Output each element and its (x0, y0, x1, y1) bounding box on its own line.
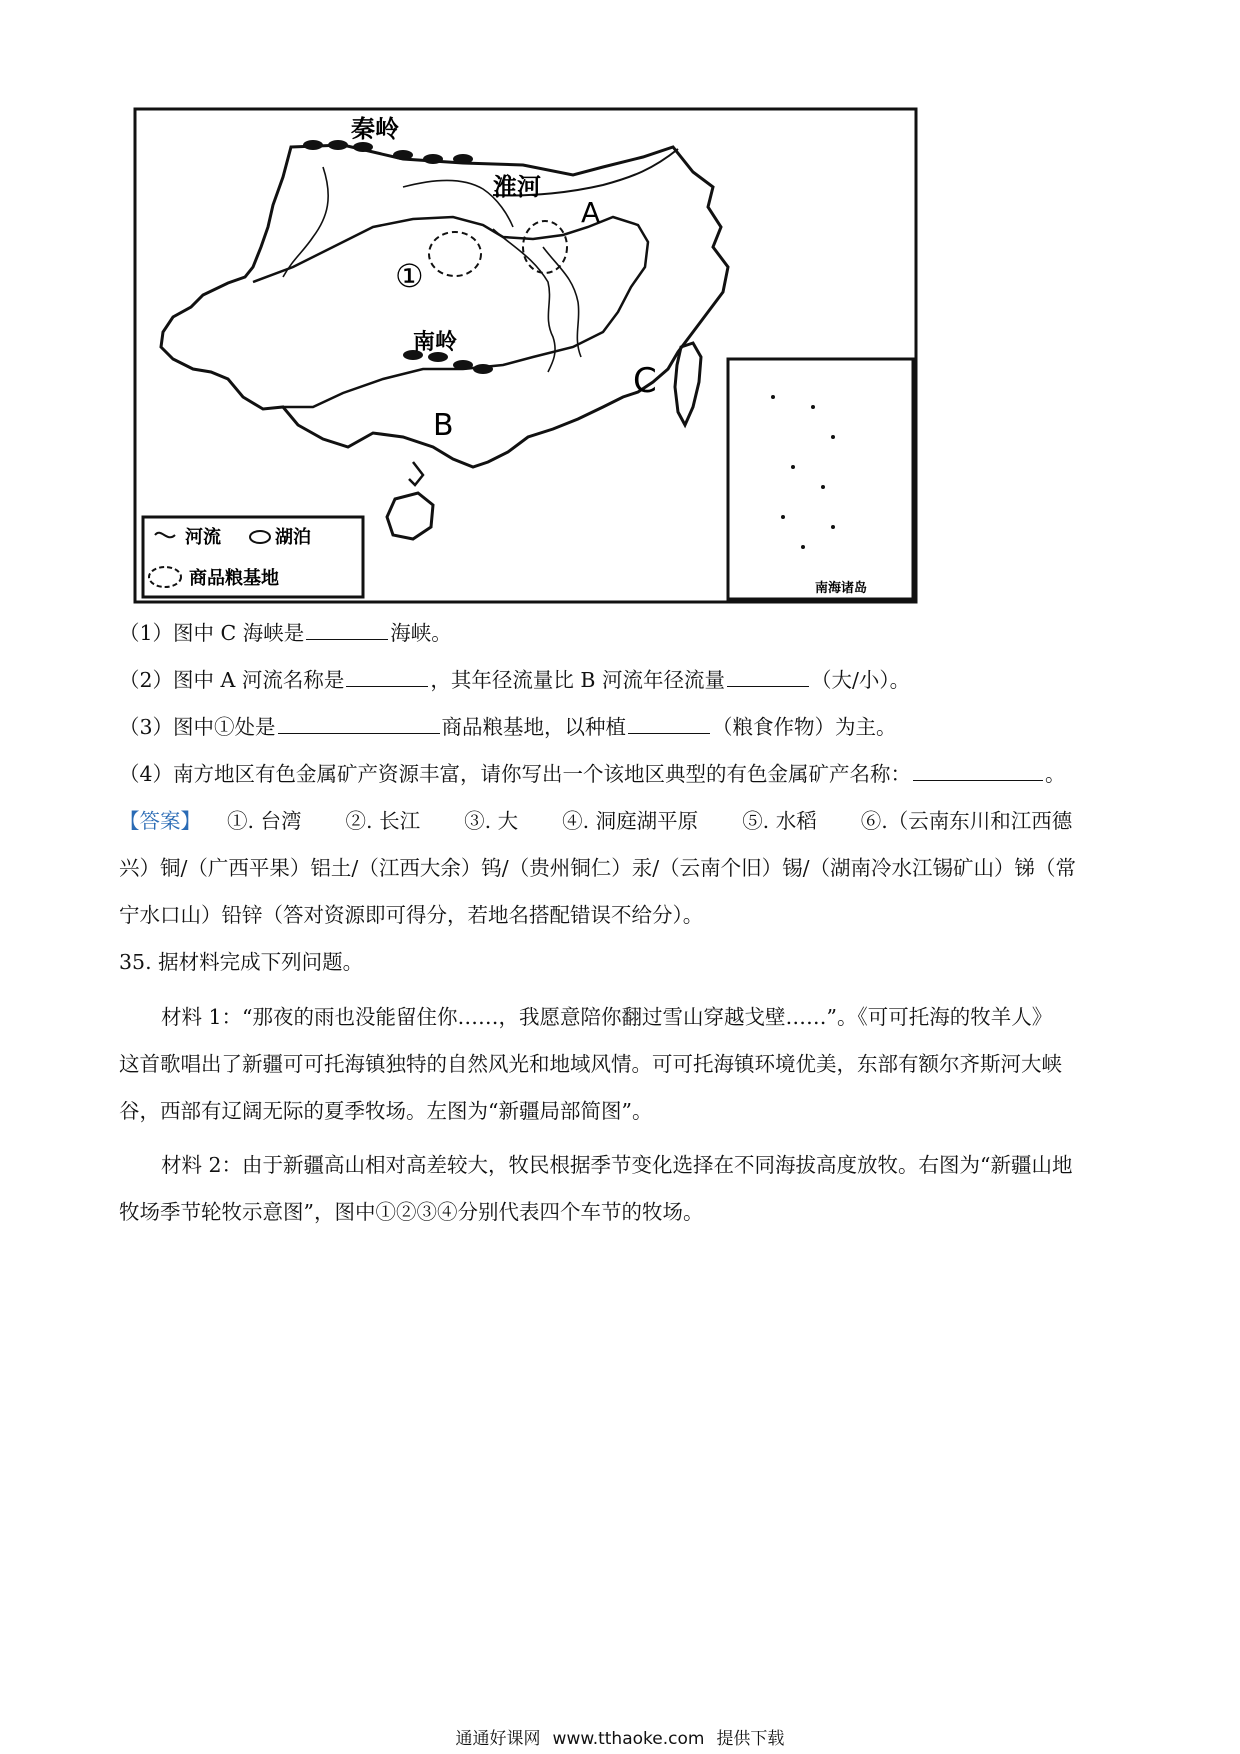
footer-download: 提供下载 (716, 1729, 785, 1749)
material-2-line-2: 牧场季节轮牧示意图”，图中①②③④分别代表四个车节的牧场。 (119, 1200, 704, 1224)
answer-line-1 (119, 806, 1129, 836)
q2-mid: ，其年径流量比 B 河流年径流量 (430, 668, 725, 692)
q3-prefix: （3）图中①处是 (119, 715, 276, 739)
south-china-map (133, 107, 918, 604)
q3-mid: 商品粮基地，以种植 (441, 715, 627, 739)
footer-url[interactable]: www.tthaoke.com (552, 1729, 705, 1749)
answer-item-3: ③. 大 (464, 809, 519, 833)
q2-prefix: （2）图中 A 河流名称是 (119, 668, 345, 692)
answer-line-3: 宁水口山）铅锌（答对资源即可得分，若地名搭配错误不给分）。 (119, 903, 704, 927)
label-a: A (581, 196, 601, 229)
q1-suffix: 海峡。 (390, 621, 452, 645)
q2-suffix: （大/小）。 (811, 668, 911, 692)
material-1-line-2: 这首歌唱出了新疆可可托海镇独特的自然风光和地域风情。可可托海镇环境优美，东部有额尔齐斯河大峡 (119, 1052, 1062, 1076)
question-4 (119, 759, 1129, 789)
question-1 (119, 618, 1129, 648)
q3-blank-2[interactable] (628, 713, 710, 734)
label-huaihe: 淮河 (493, 173, 541, 201)
footer-site: 通通好课网 (455, 1729, 541, 1749)
q2-blank-2[interactable] (727, 666, 809, 687)
q1-blank[interactable] (306, 619, 388, 640)
answer-item-1: ①. 台湾 (227, 809, 302, 833)
question-2 (119, 665, 1129, 695)
q4-blank[interactable] (913, 760, 1043, 781)
answer-line-2: 兴）铜/（广西平果）铝土/（江西大余）钨/（贵州铜仁）汞/（云南个旧）锡/（湖南冷水江锡矿山）锑（常 (119, 856, 1077, 880)
q4-suffix: 。 (1045, 762, 1066, 786)
label-b: B (433, 408, 454, 443)
q4-prefix: （4）南方地区有色金属矿产资源丰富，请你写出一个该地区典型的有色金属矿产名称： (119, 762, 912, 786)
answer-item-4: ④. 洞庭湖平原 (562, 809, 699, 833)
label-qinling: 秦岭 (351, 115, 399, 143)
label-circle-1: ① (395, 257, 424, 295)
answer-item-6: ⑥.（云南东川和江西德 (860, 809, 1073, 833)
answer-item-2: ②. 长江 (345, 809, 421, 833)
q35-title: 35. 据材料完成下列问题。 (119, 950, 364, 974)
legend-base: 商品粮基地 (189, 568, 279, 589)
label-c: C (633, 361, 657, 401)
q3-suffix: （粮食作物）为主。 (712, 715, 897, 739)
legend-river: 河流 (185, 527, 221, 548)
q1-prefix: （1）图中 C 海峡是 (119, 621, 305, 645)
q2-blank-1[interactable] (346, 666, 428, 687)
q3-blank-1[interactable] (278, 713, 440, 734)
material-2-line-1: 材料 2：由于新疆高山相对高差较大，牧民根据季节变化选择在不同海拔高度放牧。右图为“新疆山地 (161, 1153, 1073, 1177)
legend-lake: 湖泊 (275, 527, 311, 548)
label-nanling: 南岭 (413, 330, 458, 355)
answer-tag: 【答案】 (119, 809, 201, 833)
material-1-line-1: 材料 1：“那夜的雨也没能留住你……，我愿意陪你翻过雪山穿越戈壁……”。《可可托海的牧羊人》 (161, 1005, 1053, 1029)
question-3 (119, 712, 1129, 742)
page-footer (0, 1724, 1240, 1749)
material-1-line-3: 谷，西部有辽阔无际的夏季牧场。左图为“新疆局部简图”。 (119, 1099, 653, 1123)
answer-item-5: ⑤. 水稻 (742, 809, 817, 833)
label-inset: 南海诸岛 (815, 581, 868, 596)
